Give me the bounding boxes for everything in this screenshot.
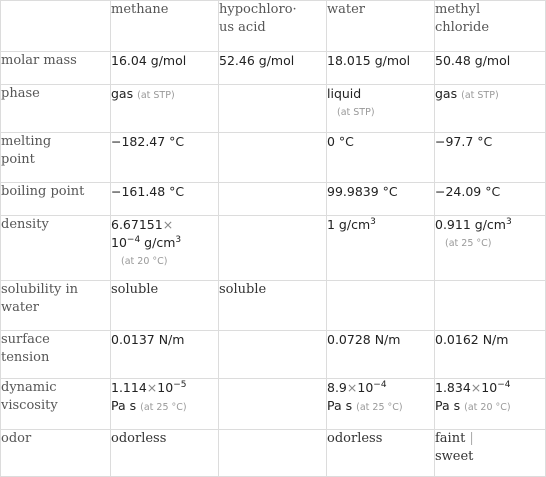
condition-note: (at 25 °C) [356,402,403,413]
melting-point-methane: −182.47 °C [111,133,219,183]
surface-tension-methyl-chloride: 0.0162 N/m [435,331,546,379]
molar-mass-methane: 16.04 g/mol [111,52,219,85]
phase-methane: gas (at STP) [111,85,219,133]
dynamic-viscosity-hypochlorous-acid [219,379,327,430]
density-water: 1 $g/cm^3$ [327,216,435,281]
phase-water: liquid (at STP) [327,85,435,133]
melting-point-methyl-chloride: −97.7 °C [435,133,546,183]
surface-tension-hypochlorous-acid [219,331,327,379]
boiling-point-methane: −161.48 °C [111,183,219,216]
condition-note: (at 20 °C) [464,402,511,413]
solubility-hypochlorous-acid: soluble [219,281,327,331]
row-label-boiling-point: boiling point [1,183,111,216]
molar-mass-water: 18.015 g/mol [327,52,435,85]
condition-note: (at 20 °C) [121,256,168,267]
solubility-methane: soluble [111,281,219,331]
row-label-molar-mass: molar mass [1,52,111,85]
condition-note: (at STP) [137,90,175,101]
row-label-surface-tension: surface tension [1,331,111,379]
row-label-odor: odor [1,430,111,477]
condition-note: (at STP) [461,90,499,101]
boiling-point-water: 99.9839 °C [327,183,435,216]
row-label-solubility: solubility in water [1,281,111,331]
boiling-point-methyl-chloride: −24.09 °C [435,183,546,216]
odor-hypochlorous-acid [219,430,327,477]
melting-point-hypochlorous-acid [219,133,327,183]
row-density [1,216,546,281]
phase-hypochlorous-acid [219,85,327,133]
dynamic-viscosity-methane: $1.114\times 10^{-5}$ Pa s (at 25 °C) [111,379,219,430]
row-surface-tension [1,331,546,379]
density-hypochlorous-acid [219,216,327,281]
phase-methyl-chloride: gas (at STP) [435,85,546,133]
molar-mass-hypochlorous-acid: 52.46 g/mol [219,52,327,85]
row-phase [1,85,546,133]
column-header-methyl-chloride: methyl chloride [435,1,546,52]
condition-note: (at STP) [337,107,375,118]
column-header-water: water [327,1,435,52]
density-methane: 6.67151× $10^{-4}$ $g/cm^3$ (at 20 °C) [111,216,219,281]
corner-cell [1,1,111,52]
solubility-methyl-chloride [435,281,546,331]
surface-tension-methane: 0.0137 N/m [111,331,219,379]
row-odor [1,430,546,477]
row-solubility [1,281,546,331]
condition-note: (at 25 °C) [140,402,187,413]
dynamic-viscosity-methyl-chloride: $1.834\times 10^{-4}$ Pa s (at 20 °C) [435,379,546,430]
boiling-point-hypochlorous-acid [219,183,327,216]
molar-mass-methyl-chloride: 50.48 g/mol [435,52,546,85]
row-label-melting-point: melting point [1,133,111,183]
row-molar-mass [1,52,546,85]
solubility-water [327,281,435,331]
column-header-hypochlorous-acid: hypochloro· us acid [219,1,327,52]
condition-note: (at 25 °C) [445,238,492,249]
row-boiling-point [1,183,546,216]
header-row [1,1,546,52]
melting-point-water: 0 °C [327,133,435,183]
odor-methyl-chloride: faint | sweet [435,430,546,477]
row-label-dynamic-viscosity: dynamic viscosity [1,379,111,430]
column-header-methane: methane [111,1,219,52]
row-label-phase: phase [1,85,111,133]
row-dynamic-viscosity [1,379,546,430]
row-label-density: density [1,216,111,281]
separator: | [469,431,474,446]
density-methyl-chloride: 0.911 $g/cm^3$ (at 25 °C) [435,216,546,281]
surface-tension-water: 0.0728 N/m [327,331,435,379]
dynamic-viscosity-water: $8.9\times 10^{-4}$ Pa s (at 25 °C) [327,379,435,430]
row-melting-point [1,133,546,183]
odor-methane: odorless [111,430,219,477]
odor-water: odorless [327,430,435,477]
